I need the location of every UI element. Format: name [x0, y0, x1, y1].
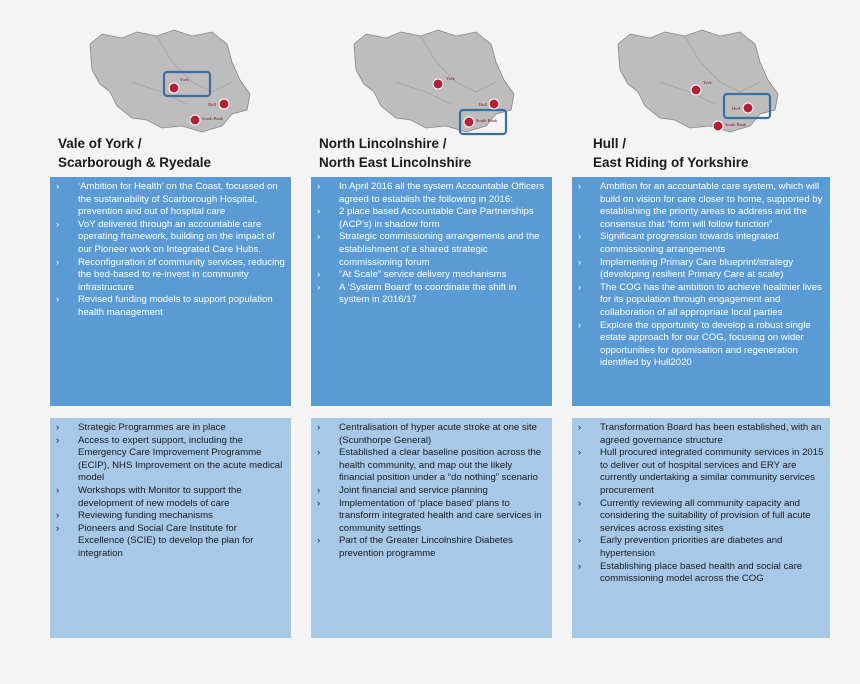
map-label-south-bank: South Bank — [476, 118, 498, 123]
title-line-1: Vale of York / — [58, 136, 142, 151]
hospital-marker-york — [433, 79, 443, 89]
progress-box-vale-of-york — [50, 418, 291, 638]
hospital-marker-hull — [489, 99, 499, 109]
column-title-vale-of-york — [58, 134, 211, 172]
hospital-marker-south-bank — [190, 115, 200, 125]
title-line-2: Scarborough & Ryedale — [58, 155, 212, 170]
list-item: › Access to expert support, including the Emergency Care Improvement Programme (ECIP), NHS Improvement on the acute medical model — [56, 435, 285, 485]
map-label-york: York — [446, 76, 455, 81]
region-map-shape — [90, 30, 250, 132]
list-item: › Revised funding models to support population health management — [56, 294, 285, 319]
hospital-marker-york — [691, 85, 701, 95]
map-label-south-bank: South Bank — [202, 116, 224, 121]
list-item: › Strategic commissioning arrangements and the establishment of a shared strategic commissioning forum — [317, 231, 546, 269]
progress-box-north-lincolnshire — [311, 418, 552, 638]
list-item: › Strategic Programmes are in place — [56, 422, 285, 435]
title-line-2: North East Lincolnshire — [319, 155, 472, 170]
list-item: › ‘Ambition for Health’ on the Coast, focussed on the sustainability of Scarborough Hospital, prevention and out of hospital care — [56, 181, 285, 219]
title-line-1: Hull / — [593, 136, 626, 151]
map-vale-of-york — [62, 22, 262, 137]
list-item: › VoY delivered through an accountable care operating framework, building on the impact of our Pioneer work on Integrated Care Hubs. — [56, 219, 285, 257]
list-item: › Ambition for an accountable care system, which will build on vision for care closer to home, supported by establishing the priority areas to address and the consensus that “form will follow function” — [578, 181, 824, 231]
list-item: › Established a clear baseline position across the health community, and map out the likely financial position under a “do nothing” scenario — [317, 447, 546, 485]
list-item: › Hull procured integrated community services in 2015 to deliver out of hospital services and ERY are currently undertaking a similar community services procurement — [578, 447, 824, 497]
list-item: › 2 place based Accountable Care Partnerships (ACP’s) in shadow form — [317, 206, 546, 231]
column-title-hull — [593, 134, 749, 172]
hospital-marker-south-bank — [713, 121, 723, 131]
ambition-box-north-lincolnshire — [311, 177, 552, 406]
progress-box-hull — [572, 418, 830, 638]
region-map-shape — [618, 30, 778, 132]
list-item: › Workshops with Monitor to support the development of new models of care — [56, 485, 285, 510]
list-item: › Significant progression towards integrated commissioning arrangements — [578, 231, 824, 256]
list-item: › Reconfiguration of community services, reducing the bed-based to re-invest in community infrastructure — [56, 257, 285, 295]
hospital-marker-hull — [219, 99, 229, 109]
hospital-marker-york — [169, 83, 179, 93]
list-item: › A ‘System Board’ to coordinate the shift in system in 2016/17 — [317, 282, 546, 307]
map-label-south-bank: South Bank — [725, 122, 747, 127]
list-item: › Joint financial and service planning — [317, 485, 546, 498]
title-line-2: East Riding of Yorkshire — [593, 155, 749, 170]
list-item: › Establishing place based health and social care commissioning model across the COG — [578, 561, 824, 586]
list-item: › In April 2016 all the system Accountable Officers agreed to establish the following in 2016: — [317, 181, 546, 206]
map-label-hull: Hull — [208, 102, 217, 107]
list-item: › Part of the Greater Lincolnshire Diabetes prevention programme — [317, 535, 546, 560]
map-label-york: York — [180, 77, 189, 82]
list-item: › “At Scale” service delivery mechanisms — [317, 269, 546, 282]
map-label-hull: Hull — [732, 106, 741, 111]
list-item: › Early prevention priorities are diabetes and hypertension — [578, 535, 824, 560]
hospital-marker-south-bank — [464, 117, 474, 127]
list-item: › Transformation Board has been established, with an agreed governance structure — [578, 422, 824, 447]
list-item: › Pioneers and Social Care Institute for Excellence (SCIE) to develop the plan for integration — [56, 523, 285, 561]
map-north-lincolnshire — [326, 22, 526, 137]
list-item: › Implementation of ‘place based’ plans to transform integrated health and care services in community settings — [317, 498, 546, 536]
list-item: › Implementing Primary Care blueprint/strategy (developing resilient Primary Care at scale) — [578, 257, 824, 282]
list-item: › Explore the opportunity to develop a robust single estate approach for our COG, focusing on wider opportunities for optimisation and regeneration identified by Hull2020 — [578, 320, 824, 370]
title-line-1: North Lincolnshire / — [319, 136, 447, 151]
ambition-box-vale-of-york — [50, 177, 291, 406]
list-item: › Centralisation of hyper acute stroke at one site (Scunthorpe General) — [317, 422, 546, 447]
list-item: › Currently reviewing all community capacity and considering the suitability of provision of full acute services across existing sites — [578, 498, 824, 536]
list-item: › The COG has the ambition to achieve healthier lives for its population through engagement and collaboration of all appropriate local parties — [578, 282, 824, 320]
ambition-box-hull — [572, 177, 830, 406]
column-title-north-lincolnshire — [319, 134, 471, 172]
map-hull-east-riding — [590, 22, 790, 137]
hospital-marker-hull — [743, 103, 753, 113]
map-label-york: York — [703, 80, 712, 85]
list-item: › Reviewing funding mechanisms — [56, 510, 285, 523]
map-label-hull: Hull — [479, 102, 488, 107]
